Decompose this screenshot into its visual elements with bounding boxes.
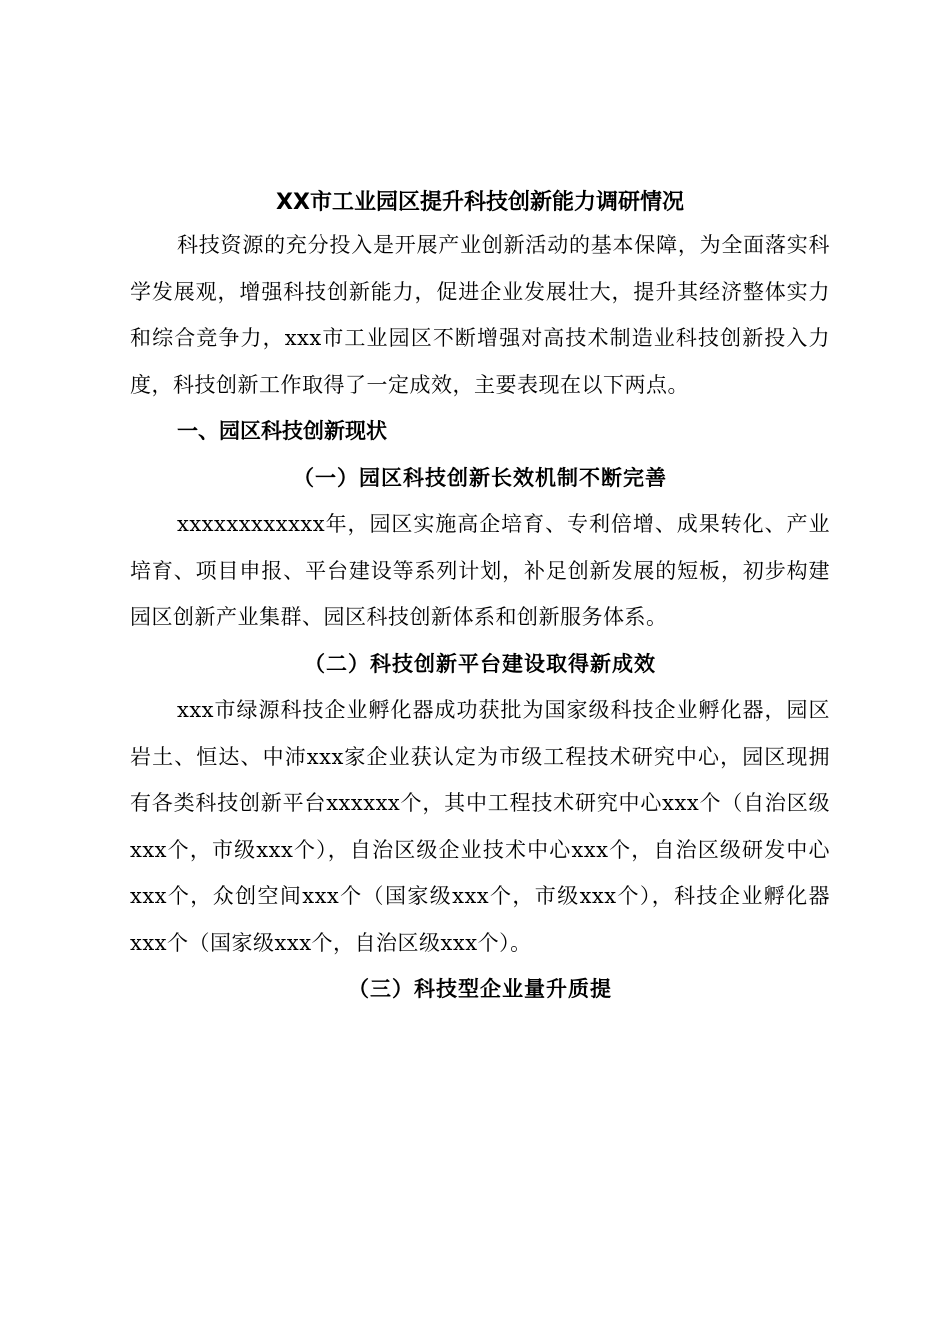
document-page [130,184,830,1013]
subsection-1-paragraph: xxxxxxxxxxxx年，园区实施高企培育、专利倍增、成果转化、产业培育、项目申报、平台建设等系列计划，补足创新发展的短板，初步构建园区创新产业集群、园区科技创新体系和创新服务体系。 [130,512,830,629]
subsection-heading-1: （一）园区科技创新长效机制不断完善 [293,464,667,490]
document-title: XX市工业园区提升科技创新能力调研情况 [276,190,684,215]
subsection-heading-3: （三）科技型企业量升质提 [348,976,612,1001]
intro-paragraph: 科技资源的充分投入是开展产业创新活动的基本保障，为全面落实科学发展观，增强科技创新能力，促进企业发展壮大，提升其经济整体实力和综合竞争力，xxx市工业园区不断增强对高技术制造业科技创新投入力度，科技创新工作取得了一定成效，主要表现在以下两点。 [130,233,830,397]
subsection-heading-2: （二）科技创新平台建设取得新成效 [304,650,656,676]
subsection-2-paragraph: xxx市绿源科技企业孵化器成功获批为国家级科技企业孵化器，园区岩土、恒达、中沛xxx家企业获认定为市级工程技术研究中心，园区现拥有各类科技创新平台xxxxxx个，其中工程技术研究中心xxx个（自治区级xxx个，市级xxx个），自治区级企业技术中心xxx个，自治区级研发中心xxx个，众创空间xxx个（国家级xxx个，市级xxx个），科技企业孵化器xxx个（国家级xxx个，自治区级xxx个）。 [130,698,830,955]
section-heading-1: 一、园区科技创新现状 [177,419,387,443]
